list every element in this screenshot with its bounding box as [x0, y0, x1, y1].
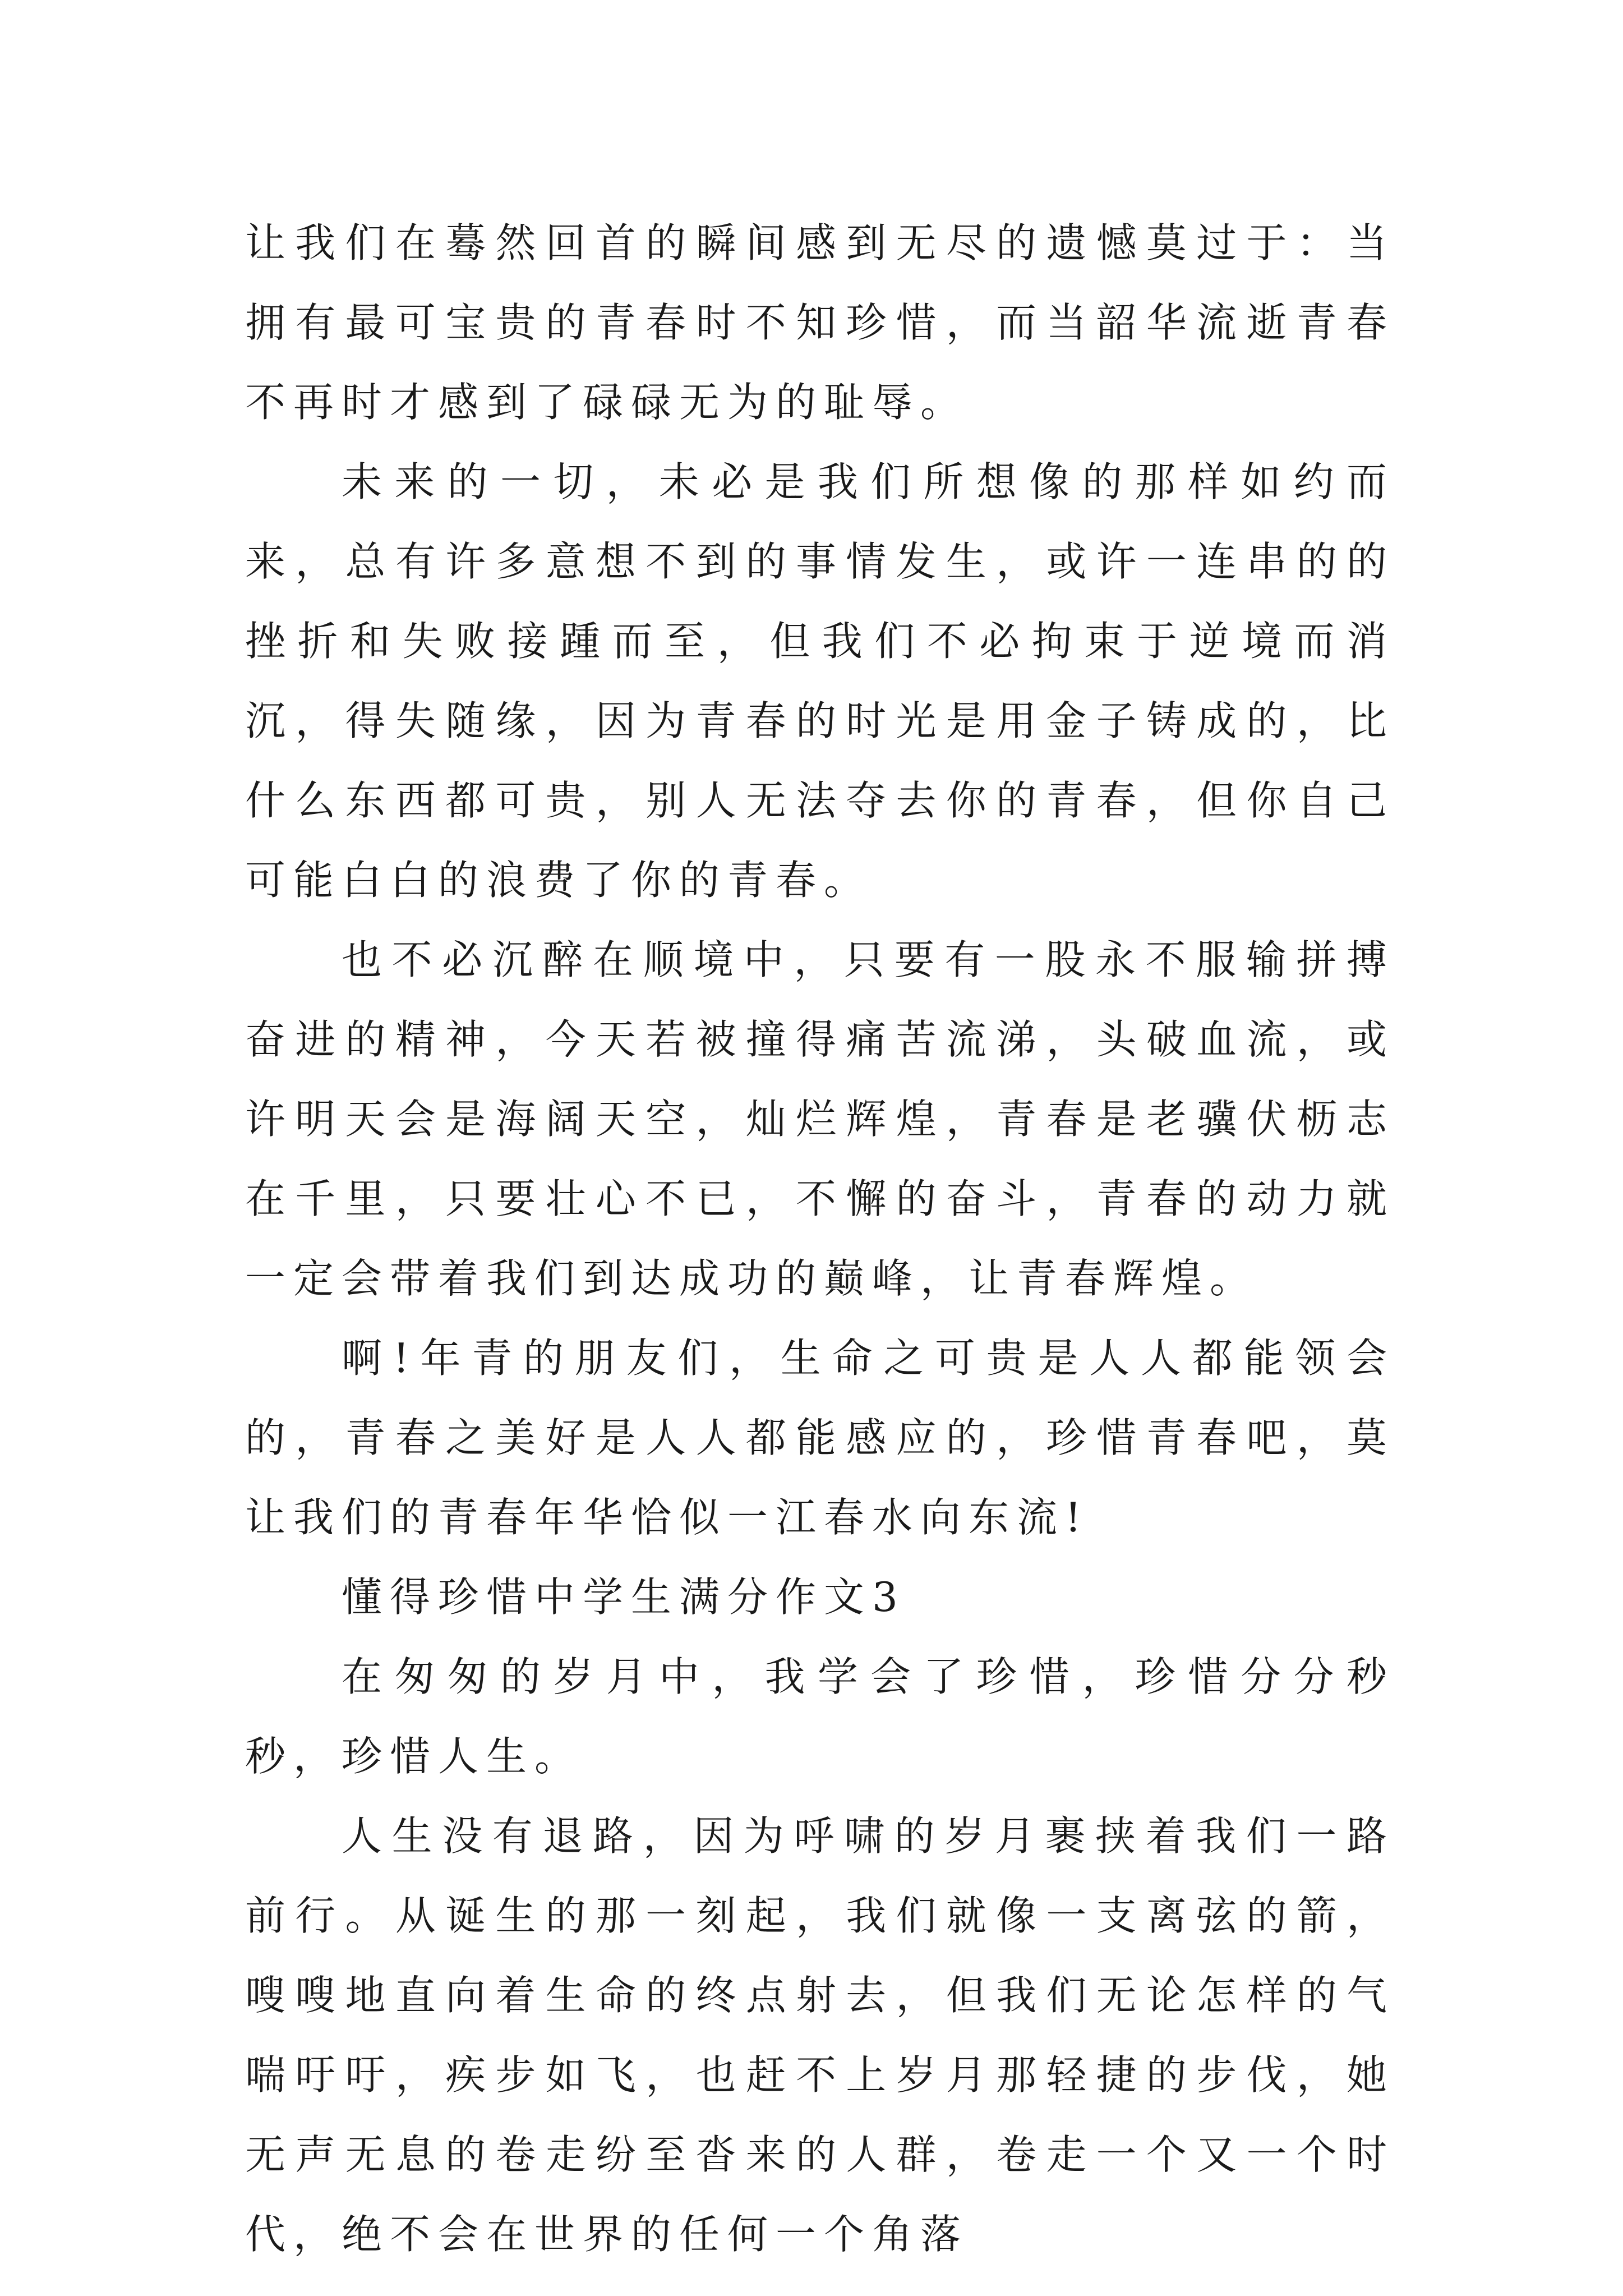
paragraph-2: 未来的一切，未必是我们所想像的那样如约而来，总有许多意想不到的事情发生，或许一连串的的挫折和失败接踵而至，但我们不必拘束于逆境而消沉，得失随缘，因为青春的时光是用金子铸成的，比什么东西都可贵，别人无法夺去你的青春，但你自己可能白白的浪费了你的青春。	[245, 458, 1395, 904]
section-heading: 懂得珍惜中学生满分作文3	[342, 1573, 906, 1621]
paragraph-5: 在匆匆的岁月中，我学会了珍惜，珍惜分分秒秒，珍惜人生。	[245, 1653, 1395, 1780]
document-body	[245, 203, 1395, 2274]
paragraph-1: 让我们在蓦然回首的瞬间感到无尽的遗憾莫过于：当拥有最可宝贵的青春时不知珍惜，而当韶华流逝青春不再时才感到了碌碌无为的耻辱。	[245, 219, 1395, 426]
paragraph-3: 也不必沉醉在顺境中，只要有一股永不服输拼搏奋进的精神，今天若被撞得痛苦流涕，头破血流，或许明天会是海阔天空，灿烂辉煌，青春是老骥伏枥志在千里，只要壮心不已，不懈的奋斗，青春的动力就一定会带着我们到达成功的巅峰，让青春辉煌。	[245, 936, 1395, 1302]
paragraph-4: 啊!年青的朋友们，生命之可贵是人人都能领会的，青春之美好是人人都能感应的，珍惜青春吧，莫让我们的青春年华恰似一江春水向东流!	[245, 1335, 1395, 1541]
paragraph-6: 人生没有退路，因为呼啸的岁月裹挟着我们一路前行。从诞生的那一刻起，我们就像一支离弦的箭，嗖嗖地直向着生命的终点射去，但我们无论怎样的气喘吁吁，疾步如飞，也赶不上岁月那轻捷的步伐，她无声无息的卷走纷至沓来的人群，卷走一个又一个时代，绝不会在世界的任何一个角落	[245, 1812, 1395, 2258]
